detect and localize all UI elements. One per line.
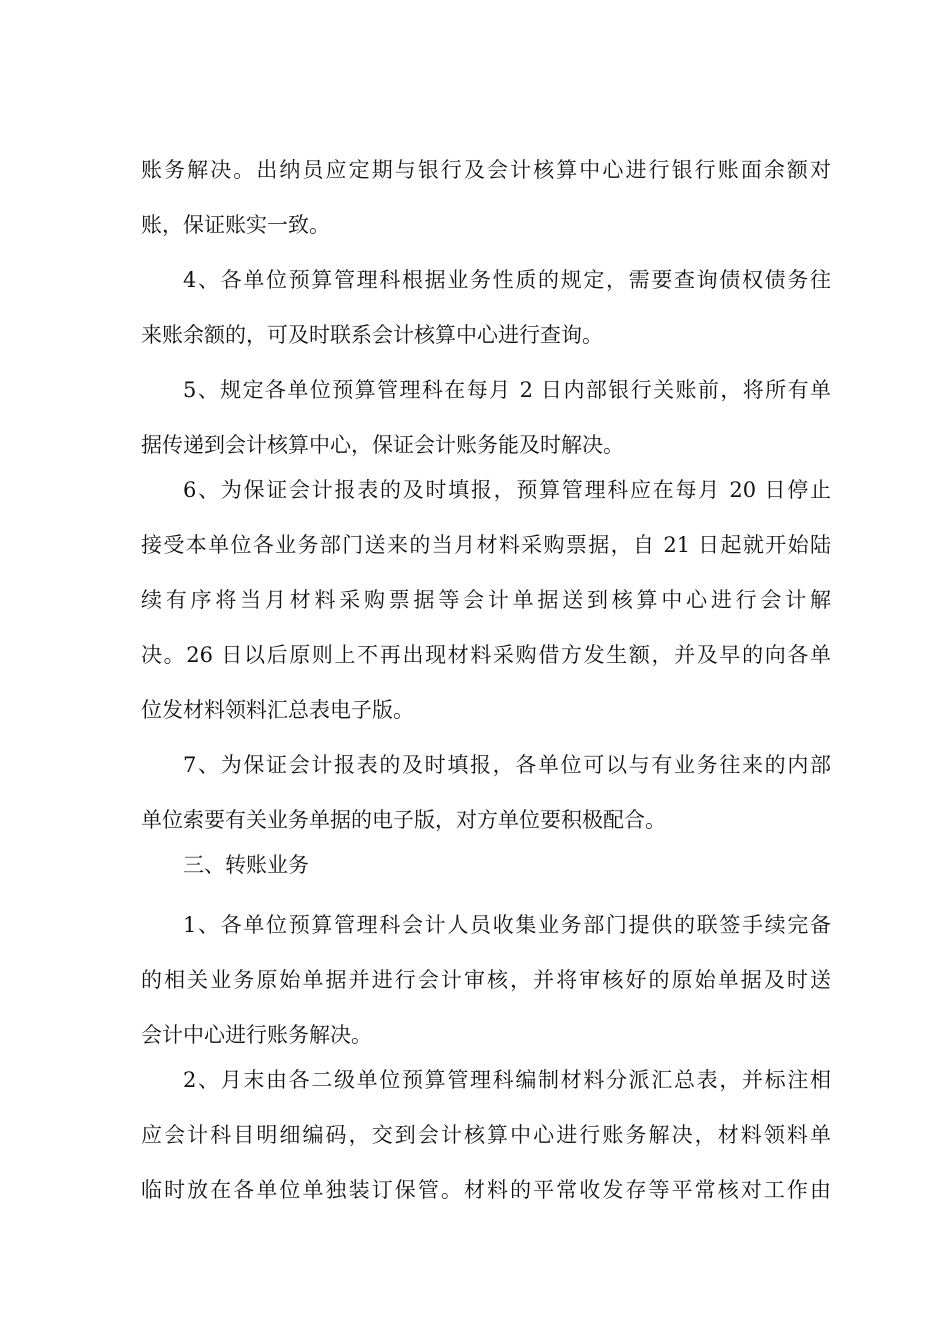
- text-line: 账务解决。出纳员应定期与银行及会计核算中心进行银行账面余额对: [141, 158, 831, 182]
- text-line: 据传递到会计核算中心，保证会计账务能及时解决。: [141, 433, 624, 457]
- text-line: 6、为保证会计报表的及时填报，预算管理科应在每月 20 日停止: [183, 478, 831, 502]
- text-line: 单位索要有关业务单据的电子版，对方单位要积极配合。: [141, 808, 666, 832]
- text-line: 1、各单位预算管理科会计人员收集业务部门提供的联签手续完备: [183, 913, 831, 937]
- text-line: 会计中心进行账务解决。: [141, 1023, 372, 1047]
- text-line: 7、为保证会计报表的及时填报，各单位可以与有业务往来的内部: [183, 753, 831, 777]
- text-line: 4、各单位预算管理科根据业务性质的规定，需要查询债权债务往: [183, 268, 831, 292]
- text-line: 位发材料领料汇总表电子版。: [141, 698, 414, 722]
- text-line: 决。26 日以后原则上不再出现材料采购借方发生额，并及早的向各单: [141, 643, 831, 667]
- text-line: 续有序将当月材料采购票据等会计单据送到核算中心进行会计解: [141, 588, 831, 612]
- text-line: 5、规定各单位预算管理科在每月 2 日内部银行关账前，将所有单: [183, 378, 831, 402]
- text-line: 2、月末由各二级单位预算管理科编制材料分派汇总表，并标注相: [183, 1068, 831, 1092]
- text-line: 账，保证账实一致。: [141, 213, 330, 237]
- text-line: 来账余额的，可及时联系会计核算中心进行查询。: [141, 323, 603, 347]
- section-heading: 三、转账业务: [183, 853, 309, 877]
- text-line: 临时放在各单位单独装订保管。材料的平常收发存等平常核对工作由: [141, 1178, 831, 1202]
- text-line: 应会计科目明细编码，交到会计核算中心进行账务解决，材料领料单: [141, 1123, 831, 1147]
- text-line: 接受本单位各业务部门送来的当月材料采购票据，自 21 日起就开始陆: [141, 533, 831, 557]
- text-line: 的相关业务原始单据并进行会计审核，并将审核好的原始单据及时送: [141, 968, 831, 992]
